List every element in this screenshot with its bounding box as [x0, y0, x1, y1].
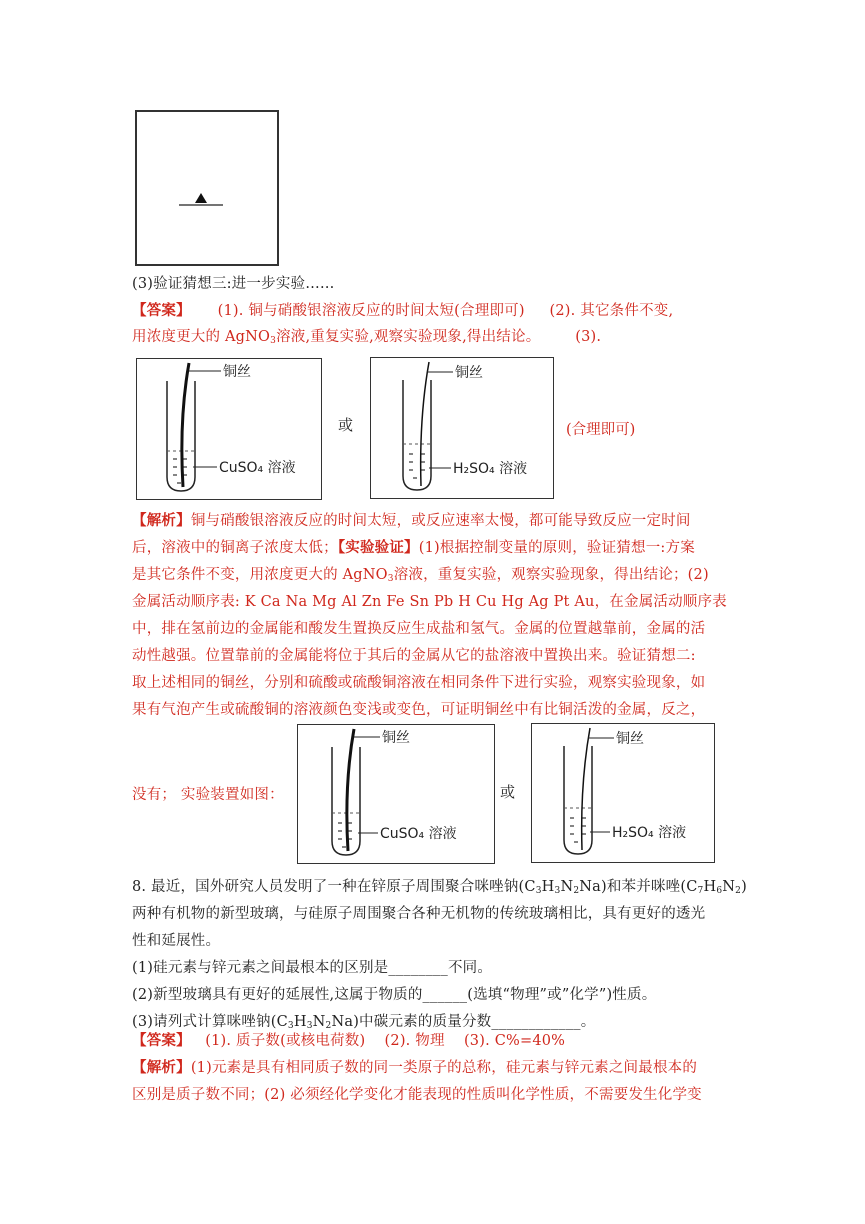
answer-figure-cuso4 [136, 358, 322, 500]
test-tube-h2so4-diagram [371, 358, 552, 497]
solution-label: CuSO₄ 溶液 [219, 460, 296, 476]
analysis-line6: 动性越强。位置靠前的金属能将位于其后的金属从它的盐溶液中置换出来。验证猜想二: [132, 648, 696, 664]
solution-label: H₂SO₄ 溶液 [453, 461, 528, 477]
wire-label: 铜丝 [616, 731, 644, 747]
or-label-2: 或 [500, 783, 516, 801]
or-label: 或 [338, 416, 354, 434]
wire-label: 铜丝 [382, 730, 410, 746]
q8-question2: (2)新型玻璃具有更好的延展性,这属于物质的______(选填“物理”或”化学”)性质。 [132, 987, 657, 1003]
analysis-line1: 【解析】铜与硝酸银溶液反应的时间太短，或反应速率太慢，都可能导致反应一定时间 [132, 512, 691, 529]
q7-answer-line2: 用浓度更大的 AgNO$_3$溶液,重复实验,观察实验现象,得出结论。 (3). [132, 329, 602, 346]
test-tube-cuso4-diagram [137, 359, 320, 498]
q7-step3: (3)验证猜想三:进一步实验…… [132, 276, 335, 292]
q8-answer: 【答案】 (1). 质子数(或核电荷数) (2). 物理 (3). C%=40% [132, 1032, 566, 1049]
q8-line3: 性和延展性。 [132, 933, 221, 949]
test-tube-h2so4-diagram-2 [532, 724, 713, 861]
analysis-line5: 中，排在氢前边的金属能和酸发生置换反应生成盐和氢气。金属的位置越靠前，金属的活 [132, 621, 706, 637]
q8-question3: (3)请列式计算咪唑钠$(C_3H_3N_2Na)$中碳元素的质量分数____________。 [132, 1014, 596, 1031]
triangle-marker-icon [195, 193, 207, 203]
analysis-line4: 金属活动顺序表: K Ca Na Mg Al Zn Fe Sn Pb H Cu Hg Ag Pt Au，在金属活动顺序表 [132, 594, 727, 610]
solution-label: CuSO₄ 溶液 [380, 826, 457, 842]
q8-line2: 两种有机物的新型玻璃，与硅原子周围聚合各种无机物的传统玻璃相比，具有更好的透光 [132, 906, 706, 922]
wire-label: 铜丝 [455, 365, 483, 381]
analysis-figure-h2so4 [531, 723, 715, 863]
blank-figure-box [135, 110, 279, 266]
test-tube-cuso4-diagram-2 [298, 725, 493, 862]
q8-line1: 8. 最近，国外研究人员发明了一种在锌原子周围聚合咪唑钠$(C_3H_3N_2Na)$和苯并咪唑$(C_7H_6N_2)$ [132, 879, 747, 896]
analysis-line7: 取上述相同的铜丝，分别和硫酸或硫酸铜溶液在相同条件下进行实验，观察实验现象，如 [132, 675, 706, 691]
balance-marker-figure [137, 112, 277, 264]
analysis-line8: 果有气泡产生或硫酸铜的溶液颜色变浅或变色，可证明铜丝中有比铜活泼的金属，反之， [132, 702, 706, 718]
q7-answer-line1: 【答案】 (1). 铜与硝酸银溶液反应的时间太短(合理即可) (2). 其它条件不变, [132, 302, 674, 319]
q8-analysis-line2: 区别是质子数不同；(2) 必须经化学变化才能表现的性质叫化学性质，不需要发生化学变 [132, 1087, 702, 1103]
analysis-line3: 是其它条件不变，用浓度更大的 AgNO$_3$溶液，重复实验，观察实验现象，得出结论；(2) [132, 567, 709, 584]
answer-note: (合理即可) [566, 422, 636, 438]
q8-analysis-line1: 【解析】(1)元素是具有相同质子数的同一类原子的总称，硅元素与锌元素之间最根本的 [132, 1059, 698, 1076]
analysis-figure-cuso4 [297, 724, 495, 864]
q8-question1: (1)硅元素与锌元素之间最根本的区别是________不同。 [132, 960, 493, 976]
analysis-line2: 后，溶液中的铜离子浓度太低；【实验验证】(1)根据控制变量的原则，验证猜想一:方案 [132, 539, 695, 556]
answer-tag: 【答案】 [132, 302, 191, 319]
solution-label: H₂SO₄ 溶液 [612, 825, 687, 841]
wire-label: 铜丝 [223, 364, 251, 380]
answer-figure-h2so4 [370, 357, 554, 499]
analysis-ending: 没有； 实验装置如图： [132, 787, 284, 803]
